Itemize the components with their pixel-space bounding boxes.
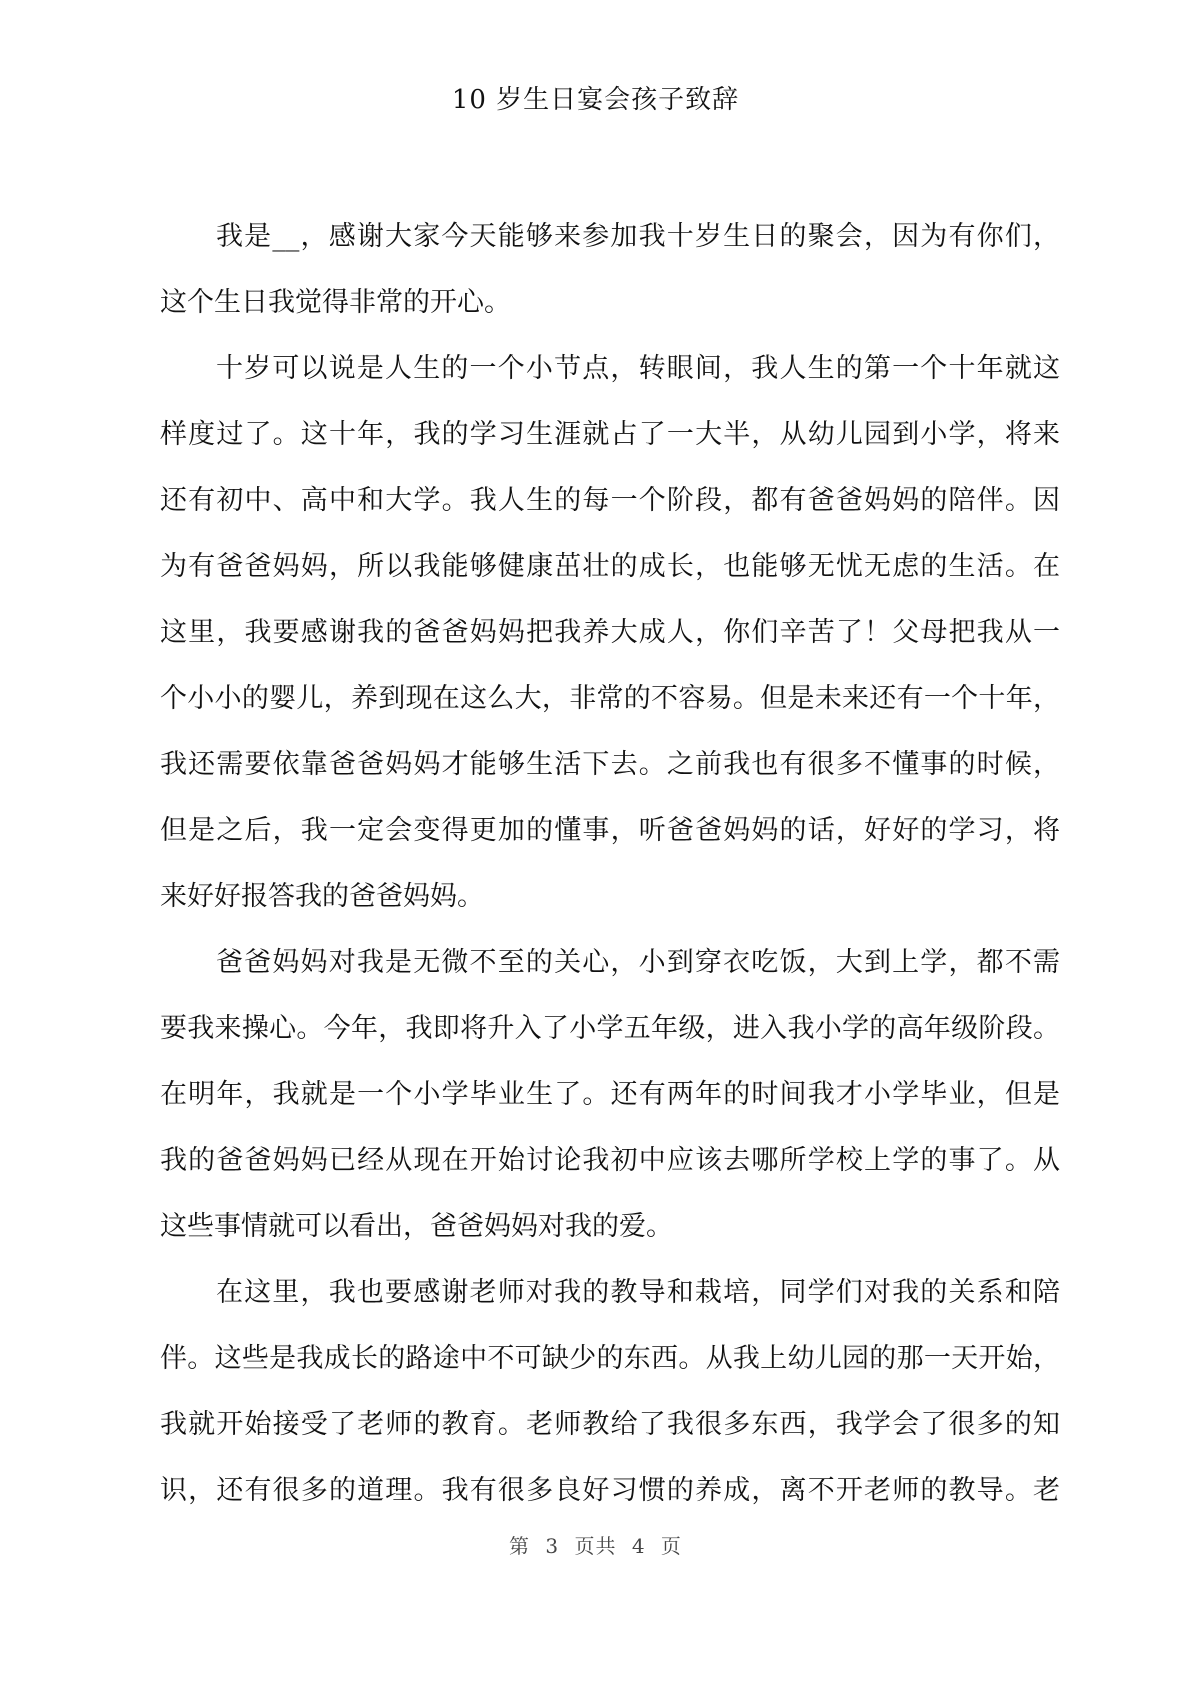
- text-line: 个小小的婴儿，养到现在这么大，非常的不容易。但是未来还有一个十年，: [160, 683, 1060, 714]
- text-line: 来好好报答我的爸爸妈妈。: [160, 881, 484, 912]
- text-line: 为有爸爸妈妈，所以我能够健康茁壮的成长，也能够无忧无虑的生活。在: [160, 551, 1060, 582]
- document-title: 10 岁生日宴会孩子致辞: [451, 85, 740, 115]
- text-line: 我是__，感谢大家今天能够来参加我十岁生日的聚会，因为有你们，: [216, 221, 1060, 252]
- text-line: 在明年，我就是一个小学毕业生了。还有两年的时间我才小学毕业，但是: [160, 1079, 1060, 1110]
- text-line: 伴。这些是我成长的路途中不可缺少的东西。从我上幼儿园的那一天开始，: [160, 1343, 1060, 1374]
- page-number-footer: 第 3 页共 4 页: [509, 1534, 682, 1558]
- text-line: 样度过了。这十年，我的学习生涯就占了一大半，从幼儿园到小学，将来: [160, 419, 1060, 450]
- text-line: 要我来操心。今年，我即将升入了小学五年级，进入我小学的高年级阶段。: [160, 1013, 1060, 1044]
- text-line: 十岁可以说是人生的一个小节点，转眼间，我人生的第一个十年就这: [216, 353, 1060, 384]
- text-line: 爸爸妈妈对我是无微不至的关心，小到穿衣吃饭，大到上学，都不需: [216, 947, 1060, 978]
- text-line: 我的爸爸妈妈已经从现在开始讨论我初中应该去哪所学校上学的事了。从: [160, 1145, 1060, 1176]
- text-line: 但是之后，我一定会变得更加的懂事，听爸爸妈妈的话，好好的学习，将: [160, 815, 1060, 846]
- text-line: 识，还有很多的道理。我有很多良好习惯的养成，离不开老师的教导。老: [160, 1475, 1060, 1506]
- text-line: 我还需要依靠爸爸妈妈才能够生活下去。之前我也有很多不懂事的时候，: [160, 749, 1060, 780]
- text-line: 在这里，我也要感谢老师对我的教导和栽培，同学们对我的关系和陪: [216, 1277, 1060, 1308]
- text-line: 还有初中、高中和大学。我人生的每一个阶段，都有爸爸妈妈的陪伴。因: [160, 485, 1060, 516]
- text-line: 我就开始接受了老师的教育。老师教给了我很多东西，我学会了很多的知: [160, 1409, 1060, 1440]
- text-line: 这里，我要感谢我的爸爸妈妈把我养大成人，你们辛苦了！父母把我从一: [160, 617, 1060, 648]
- text-line: 这些事情就可以看出，爸爸妈妈对我的爱。: [160, 1211, 673, 1242]
- document-body: [160, 212, 1060, 1532]
- text-line: 这个生日我觉得非常的开心。: [160, 287, 511, 318]
